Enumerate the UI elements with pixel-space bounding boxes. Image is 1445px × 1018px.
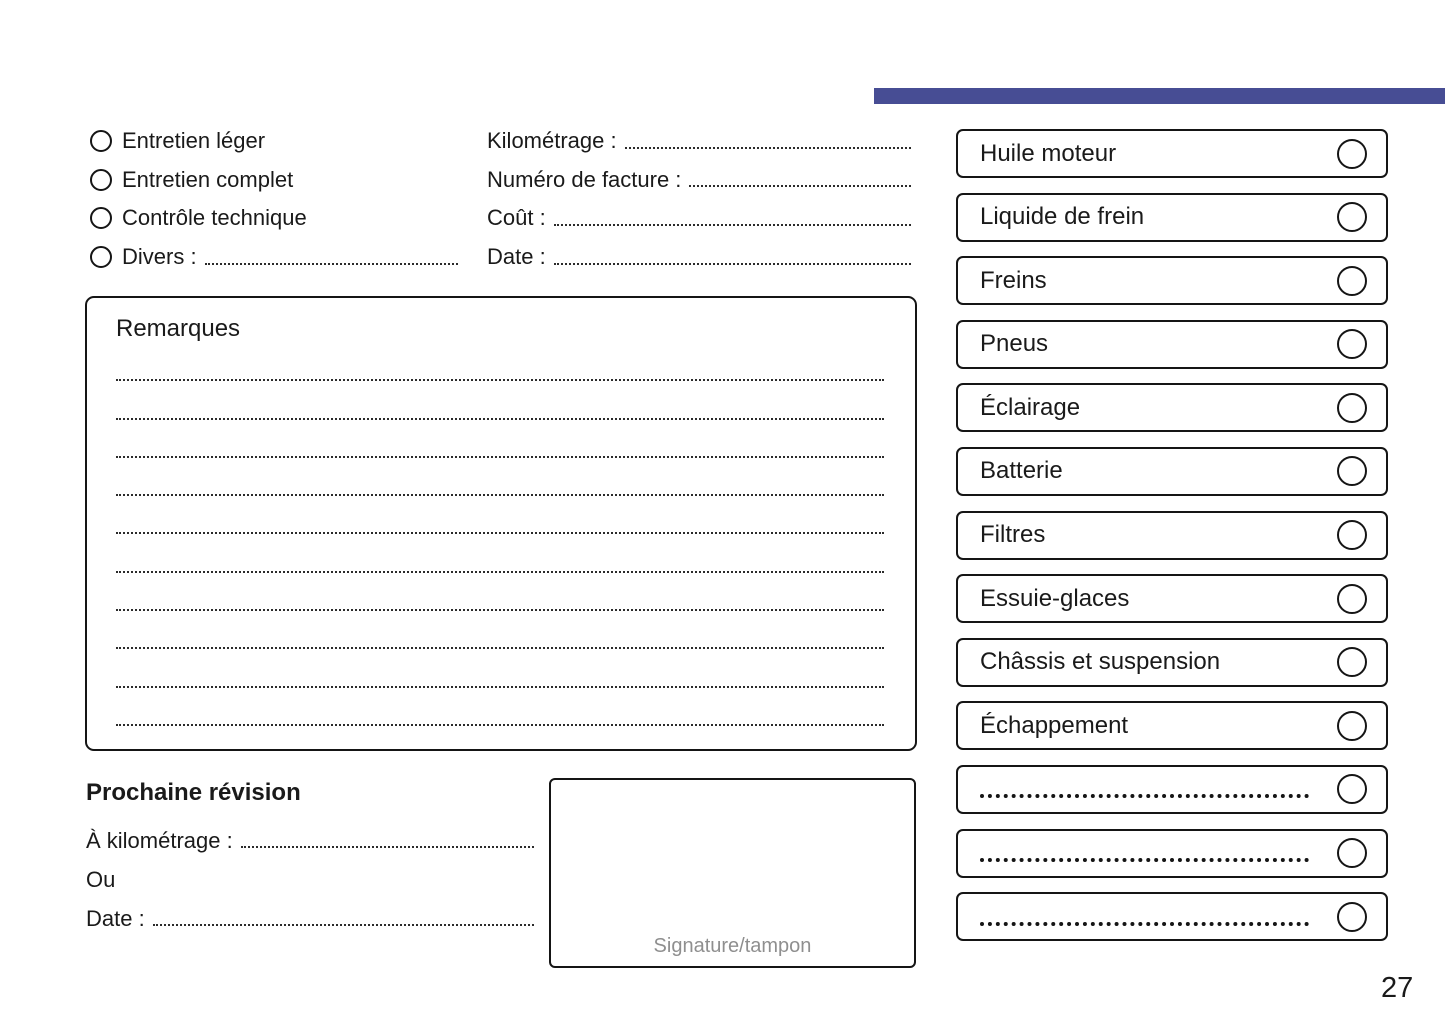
checklist-item-label: Liquide de frein: [980, 203, 1145, 231]
checklist-item: [956, 829, 1388, 878]
remarks-writing-line[interactable]: [116, 688, 884, 726]
remarks-lines: [116, 343, 884, 726]
remarks-writing-line[interactable]: [116, 420, 884, 458]
dotted-input-line[interactable]: [205, 247, 458, 265]
service-option-label: Entretien complet: [122, 166, 294, 192]
remarks-writing-line[interactable]: [116, 534, 884, 572]
checklist-item: [956, 574, 1388, 623]
checklist-item: [956, 320, 1388, 369]
remarks-writing-line[interactable]: [116, 496, 884, 534]
checklist-item-label: Échappement: [980, 711, 1129, 739]
invoice-fields: [487, 122, 911, 276]
invoice-field-row: [487, 238, 911, 277]
invoice-field-label: Date :: [487, 244, 546, 270]
checklist-item-label: Pneus: [980, 330, 1049, 358]
checklist-item: [956, 765, 1388, 814]
checkbox-circle-icon[interactable]: [1337, 711, 1367, 741]
invoice-field-label: Kilométrage :: [487, 128, 617, 154]
invoice-field-label: Numéro de facture :: [487, 166, 682, 192]
dotted-input-line[interactable]: [153, 908, 534, 926]
service-option-label: Entretien léger: [122, 128, 266, 154]
service-option-label: Contrôle technique: [122, 205, 307, 231]
remarks-writing-line[interactable]: [116, 458, 884, 496]
dotted-input-line[interactable]: [625, 131, 911, 149]
radio-circle-icon[interactable]: [90, 130, 112, 152]
next-service-field-row: [86, 899, 534, 938]
checklist-item: [956, 701, 1388, 750]
checkbox-circle-icon[interactable]: [1337, 202, 1367, 232]
remarks-writing-line[interactable]: [116, 649, 884, 687]
checklist-item-label: Éclairage: [980, 393, 1081, 421]
checkbox-circle-icon[interactable]: [1337, 774, 1367, 804]
checkbox-circle-icon[interactable]: [1337, 838, 1367, 868]
checkbox-circle-icon[interactable]: [1337, 647, 1367, 677]
checklist-item-label: Filtres: [980, 521, 1046, 549]
next-service-field-label: Date :: [86, 905, 145, 931]
checklist-item: [956, 129, 1388, 178]
checklist-item-label: Batterie: [980, 457, 1063, 485]
checklist-item: [956, 193, 1388, 242]
dotted-input-line[interactable]: [689, 169, 911, 187]
checklist-item-label: Châssis et suspension: [980, 648, 1221, 676]
service-type-list: [90, 122, 458, 276]
checklist-item: [956, 447, 1388, 496]
service-option-row: [90, 161, 458, 200]
remarks-writing-line[interactable]: [116, 343, 884, 381]
remarks-writing-line[interactable]: [116, 611, 884, 649]
next-service-field-label: Ou: [86, 866, 116, 892]
remarks-writing-line[interactable]: [116, 381, 884, 419]
service-option-row: [90, 238, 458, 277]
service-option-row: [90, 122, 458, 161]
dotted-input-line[interactable]: [554, 208, 911, 226]
radio-circle-icon[interactable]: [90, 246, 112, 268]
signature-stamp-label: Signature/tampon: [653, 935, 812, 957]
checklist-item-label: Essuie-glaces: [980, 584, 1130, 612]
next-service-field-row: [86, 860, 534, 899]
dotted-input-line[interactable]: [980, 858, 1309, 862]
checkbox-circle-icon[interactable]: [1337, 456, 1367, 486]
checkbox-circle-icon[interactable]: [1337, 329, 1367, 359]
invoice-field-row: [487, 199, 911, 238]
checklist-item: [956, 256, 1388, 305]
invoice-field-row: [487, 161, 911, 200]
next-service-title: Prochaine révision: [86, 779, 301, 806]
service-option-label: Divers :: [122, 244, 197, 270]
invoice-field-label: Coût :: [487, 205, 546, 231]
page-number: 27: [1381, 972, 1414, 1004]
signature-stamp-area[interactable]: [549, 778, 916, 968]
checkbox-circle-icon[interactable]: [1337, 902, 1367, 932]
checkbox-circle-icon[interactable]: [1337, 584, 1367, 614]
checkbox-circle-icon[interactable]: [1337, 266, 1367, 296]
remarks-writing-line[interactable]: [116, 573, 884, 611]
dotted-input-line[interactable]: [554, 247, 911, 265]
checklist-item: [956, 638, 1388, 687]
next-service-field-row: [86, 821, 534, 860]
dotted-input-line[interactable]: [980, 794, 1309, 798]
invoice-field-row: [487, 122, 911, 161]
checklist-item: [956, 383, 1388, 432]
radio-circle-icon[interactable]: [90, 207, 112, 229]
service-option-row: [90, 199, 458, 238]
checkbox-circle-icon[interactable]: [1337, 520, 1367, 550]
dotted-input-line[interactable]: [980, 922, 1309, 926]
radio-circle-icon[interactable]: [90, 169, 112, 191]
remarks-title: Remarques: [116, 315, 241, 342]
next-service-fields: [86, 821, 534, 938]
dotted-input-line[interactable]: [241, 830, 534, 848]
next-service-section: [86, 779, 534, 938]
checklist: [956, 129, 1388, 956]
checklist-item: [956, 892, 1388, 941]
checkbox-circle-icon[interactable]: [1337, 139, 1367, 169]
header-accent-bar: [874, 88, 1445, 104]
checklist-item: [956, 511, 1388, 560]
next-service-field-label: À kilométrage :: [86, 827, 233, 853]
checklist-item-label: Freins: [980, 266, 1047, 294]
checklist-item-label: Huile moteur: [980, 139, 1117, 167]
remarks-box: [85, 296, 917, 751]
checkbox-circle-icon[interactable]: [1337, 393, 1367, 423]
